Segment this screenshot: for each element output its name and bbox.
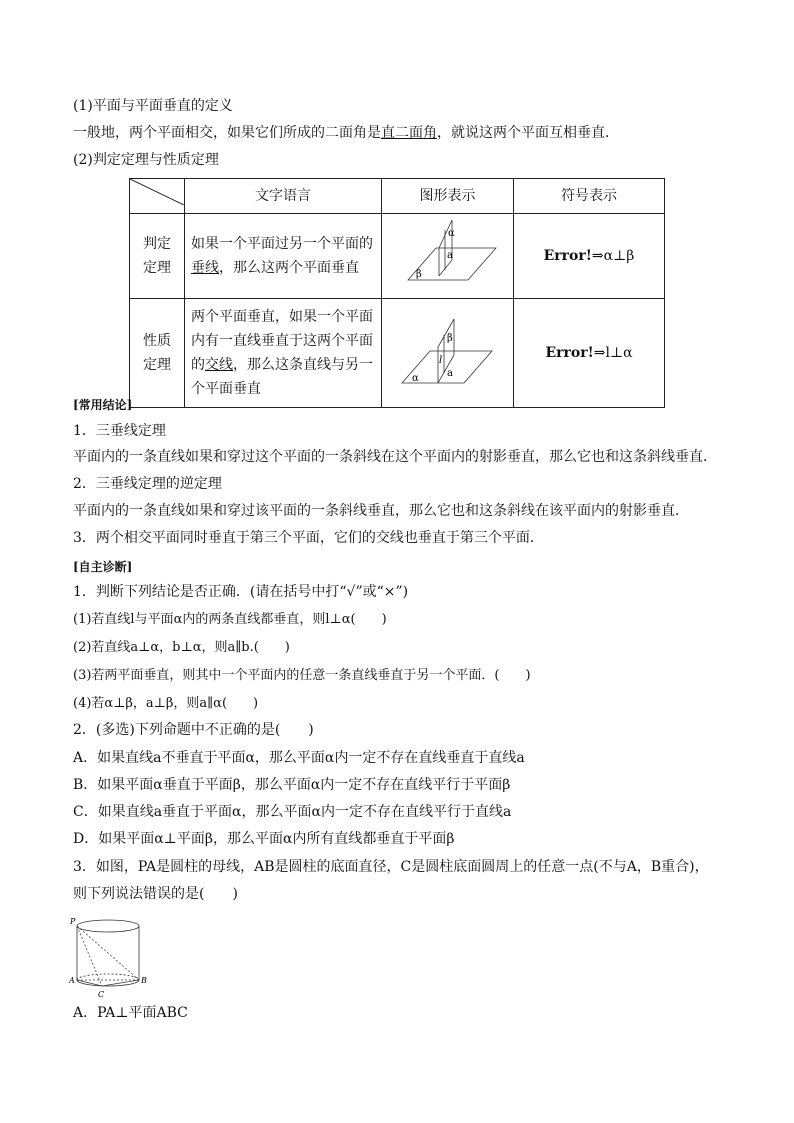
common-conclusions-tag: [常用结论] <box>73 398 133 412</box>
figure-cell-determination <box>382 214 514 299</box>
symbol-cell-determination <box>514 214 665 299</box>
row-head-line: 定理 <box>143 357 171 373</box>
perpendicular-planes-figure-1 <box>382 214 513 290</box>
table-row <box>130 214 665 299</box>
definition-paragraph <box>73 123 619 143</box>
text-part: 两个平面垂直，如果一个平面内有一直线垂直于这两个平面的 <box>191 309 373 373</box>
question-1: 1．判断下列结论是否正确．(请在括号中打“√”或“×”) <box>73 584 409 600</box>
header-symbol: 符号表示 <box>514 179 665 214</box>
beta-label: β <box>416 269 422 280</box>
q2-option-b: B．如果平面α垂直于平面β，那么平面α内一定不存在直线平行于平面β <box>73 777 511 793</box>
beta-label: β <box>447 333 453 344</box>
alpha-label: α <box>412 373 419 384</box>
error-text: Error! <box>543 248 592 264</box>
l-label: l <box>439 355 443 366</box>
definition-underlined: 直二面角 <box>381 125 437 141</box>
q2-option-c: C．如果直线a垂直于平面α，那么平面α内一定不存在直线平行于直线a <box>73 804 512 820</box>
section-2-title: (2)判定定理与性质定理 <box>73 152 219 168</box>
q1-item: (4)若α⊥β，a⊥β，则a∥α( ) <box>73 696 259 711</box>
conclusion-1-body: 平面内的一条直线如果和穿过这个平面的一条斜线在这个平面内的射影垂直，那么它也和这条斜线垂直． <box>73 449 717 465</box>
question-3-line-1: 3．如图，PA是圆柱的母线，AB是圆柱的底面直径，C是圆柱底面圆周上的任意一点(不与A，B重合)， <box>73 859 709 875</box>
conclusion-3: 3．两个相交平面同时垂直于第三个平面，它们的交线也垂直于第三个平面． <box>73 530 544 546</box>
text-part: ，那么这两个平面垂直 <box>219 260 359 276</box>
definition-text-a: 一般地，两个平面相交，如果它们所成的二面角是 <box>73 125 381 141</box>
label-a: A <box>69 976 75 985</box>
q1-item: (3)若两平面垂直，则其中一个平面内的任意一条直线垂直于另一个平面．( ) <box>73 668 531 683</box>
label-p: P <box>70 917 76 926</box>
question-3-line-2: 则下列说法错误的是( ) <box>73 886 238 902</box>
error-text: Error! <box>545 345 594 361</box>
a-label: a <box>447 250 453 261</box>
perpendicular-planes-figure-2 <box>382 299 513 399</box>
conclusion-1-title: 1．三垂线定理 <box>73 423 166 439</box>
q2-option-a: A．如果直线a不垂直于平面α，那么平面α内一定不存在直线垂直于直线a <box>73 750 525 766</box>
table-row <box>130 299 665 408</box>
theorem-table <box>129 178 665 408</box>
figure-cell-property <box>382 299 514 408</box>
label-c: C <box>98 990 105 999</box>
text-underlined: 交线 <box>205 357 233 373</box>
header-figure: 图形表示 <box>382 179 514 214</box>
symbol-text: ⇒l⊥α <box>593 345 633 361</box>
q1-item: (2)若直线a⊥α，b⊥α，则a∥b.( ) <box>73 640 290 655</box>
diagonal-line <box>130 179 184 205</box>
a-label: a <box>447 368 453 379</box>
table-header-row <box>130 179 665 214</box>
section-1-title: (1)平面与平面垂直的定义 <box>73 98 233 114</box>
row-head-determination <box>130 214 185 299</box>
text-part: 如果一个平面过另一个平面的 <box>191 236 373 252</box>
row-head-property <box>130 299 185 408</box>
symbol-cell-property <box>514 299 665 408</box>
label-b: B <box>141 976 147 985</box>
q3-option-a: A．PA⊥平面ABC <box>73 1005 188 1021</box>
header-text-language: 文字语言 <box>185 179 382 214</box>
self-diagnosis-tag: [自主诊断] <box>73 560 133 574</box>
header-diagonal-cell <box>130 179 185 214</box>
q1-item: (1)若直线l与平面α内的两条直线都垂直，则l⊥α( ) <box>73 612 387 627</box>
cylinder-figure <box>66 910 150 1002</box>
alpha-label: α <box>448 228 455 239</box>
row-text-determination <box>185 214 382 299</box>
row-head-line: 性质 <box>143 333 171 349</box>
definition-text-b: ，就说这两个平面互相垂直． <box>437 125 619 141</box>
question-2: 2．(多选)下列命题中不正确的是( ) <box>73 722 314 738</box>
conclusion-2-body: 平面内的一条直线如果和穿过该平面的一条斜线垂直，那么它也和这条斜线在该平面内的射影垂直． <box>73 503 689 519</box>
text-part: ，那么这条直线与另一个平面垂直 <box>191 357 373 397</box>
q2-option-d: D．如果平面α⊥平面β，那么平面α内所有直线都垂直于平面β <box>73 831 455 847</box>
row-text-property <box>185 299 382 408</box>
row-head-line: 判定 <box>143 236 171 252</box>
text-underlined: 垂线 <box>191 260 219 276</box>
symbol-text: ⇒α⊥β <box>591 248 635 264</box>
conclusion-2-title: 2．三垂线定理的逆定理 <box>73 476 222 492</box>
row-head-line: 定理 <box>143 260 171 276</box>
